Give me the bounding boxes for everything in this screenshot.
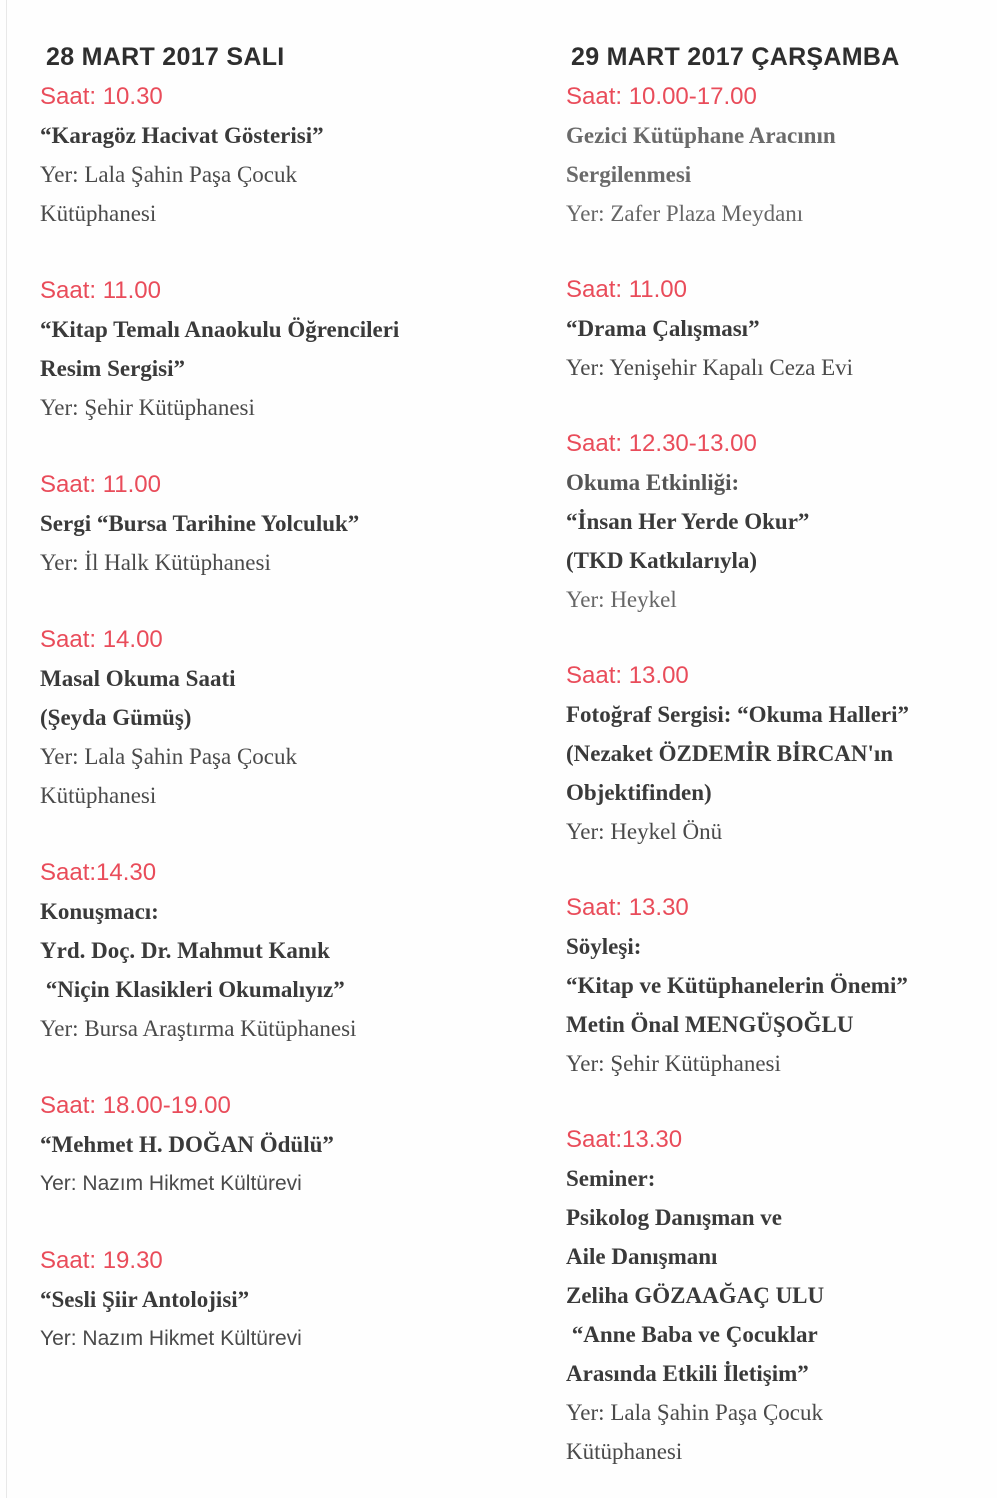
- event-title: “Drama Çalışması”: [566, 316, 760, 341]
- event-place: Yer: Heykel: [566, 587, 677, 612]
- day-column-march-29: [566, 40, 991, 1471]
- event-title: “Karagöz Hacivat Gösterisi”: [40, 123, 324, 148]
- event-place: Kütüphanesi: [40, 783, 157, 808]
- event-title: Fotoğraf Sergisi: “Okuma Halleri”: [566, 702, 910, 727]
- event-item: [566, 271, 991, 387]
- event-time: Saat: 10.30: [40, 83, 163, 110]
- event-item: [566, 1121, 991, 1471]
- day-column-march-28: [40, 40, 500, 1358]
- event-title: Sergilenmesi: [566, 162, 692, 187]
- event-title: “Sesli Şiir Antolojisi”: [40, 1287, 250, 1312]
- event-place: Yer: Lala Şahin Paşa Çocuk: [566, 1400, 824, 1425]
- event-place: Yer: Lala Şahin Paşa Çocuk: [40, 162, 298, 187]
- day-header: 28 MART 2017 SALI: [46, 43, 285, 71]
- event-item: [566, 657, 991, 851]
- event-place: Kütüphanesi: [40, 201, 157, 226]
- event-title: Konuşmacı:: [40, 899, 159, 924]
- scan-edge-divider: [6, 0, 7, 1498]
- event-title: Söyleşi:: [566, 934, 642, 959]
- event-place: Yer: Heykel Önü: [566, 819, 723, 844]
- event-item: [566, 425, 991, 619]
- event-time: Saat: 12.30-13.00: [566, 430, 757, 457]
- event-title: (Nezaket ÖZDEMİR BİRCAN'ın: [566, 741, 894, 766]
- event-item: [40, 466, 500, 582]
- event-place: Yer: Şehir Kütüphanesi: [40, 395, 255, 420]
- event-title: “Kitap ve Kütüphanelerin Önemi”: [566, 973, 908, 998]
- event-item: [40, 1087, 500, 1203]
- event-time: Saat: 14.00: [40, 626, 163, 653]
- event-item: [566, 78, 991, 233]
- event-title: “Niçin Klasikleri Okumalıyız”: [40, 977, 345, 1002]
- event-title: “Anne Baba ve Çocuklar: [566, 1322, 818, 1347]
- event-item: [40, 621, 500, 815]
- event-place: Kütüphanesi: [566, 1439, 683, 1464]
- event-title: Metin Önal MENGÜŞOĞLU: [566, 1012, 854, 1037]
- event-title: Psikolog Danışman ve: [566, 1205, 782, 1230]
- event-item: [40, 272, 500, 427]
- event-title: Yrd. Doç. Dr. Mahmut Kanık: [40, 938, 330, 963]
- event-time: Saat: 18.00-19.00: [40, 1092, 231, 1119]
- event-title: Aile Danışmanı: [566, 1244, 718, 1269]
- event-place: Yer: Şehir Kütüphanesi: [566, 1051, 781, 1076]
- day-header: 29 MART 2017 ÇARŞAMBA: [571, 43, 900, 71]
- event-item: [40, 1242, 500, 1358]
- event-title: “İnsan Her Yerde Okur”: [566, 509, 810, 534]
- event-item: [566, 889, 991, 1083]
- event-place: Yer: Lala Şahin Paşa Çocuk: [40, 744, 298, 769]
- event-title: Sergi “Bursa Tarihine Yolculuk”: [40, 511, 360, 536]
- event-place: Yer: Bursa Araştırma Kütüphanesi: [40, 1016, 357, 1041]
- event-title: (Şeyda Gümüş): [40, 705, 192, 730]
- event-time: Saat: 11.00: [40, 471, 161, 498]
- event-title: Zeliha GÖZAAĞAÇ ULU: [566, 1283, 825, 1308]
- event-title: Objektifinden): [566, 780, 712, 805]
- event-time: Saat: 19.30: [40, 1247, 163, 1274]
- event-place: Yer: İl Halk Kütüphanesi: [40, 550, 271, 575]
- event-time: Saat: 10.00-17.00: [566, 83, 757, 110]
- event-time: Saat: 13.00: [566, 662, 689, 689]
- event-place: Yer: Zafer Plaza Meydanı: [566, 201, 804, 226]
- event-place: Yer: Nazım Hikmet Kültürevi: [40, 1327, 302, 1350]
- event-time: Saat: 11.00: [566, 276, 687, 303]
- event-title: Resim Sergisi”: [40, 356, 186, 381]
- event-title: Masal Okuma Saati: [40, 666, 236, 691]
- event-time: Saat: 13.30: [566, 894, 689, 921]
- event-item: [40, 854, 500, 1048]
- event-place: Yer: Yenişehir Kapalı Ceza Evi: [566, 355, 854, 380]
- event-place: Yer: Nazım Hikmet Kültürevi: [40, 1172, 302, 1195]
- event-title: Arasında Etkili İletişim”: [566, 1361, 809, 1386]
- event-item: [40, 78, 500, 233]
- event-title: Gezici Kütüphane Aracının: [566, 123, 836, 148]
- event-time: Saat:13.30: [566, 1126, 683, 1153]
- event-title: (TKD Katkılarıyla): [566, 548, 758, 573]
- event-title: Okuma Etkinliği:: [566, 470, 740, 495]
- event-title: “Mehmet H. DOĞAN Ödülü”: [40, 1132, 334, 1157]
- event-time: Saat:14.30: [40, 859, 157, 886]
- event-time: Saat: 11.00: [40, 277, 161, 304]
- event-title: Seminer:: [566, 1166, 656, 1191]
- event-title: “Kitap Temalı Anaokulu Öğrencileri: [40, 317, 400, 342]
